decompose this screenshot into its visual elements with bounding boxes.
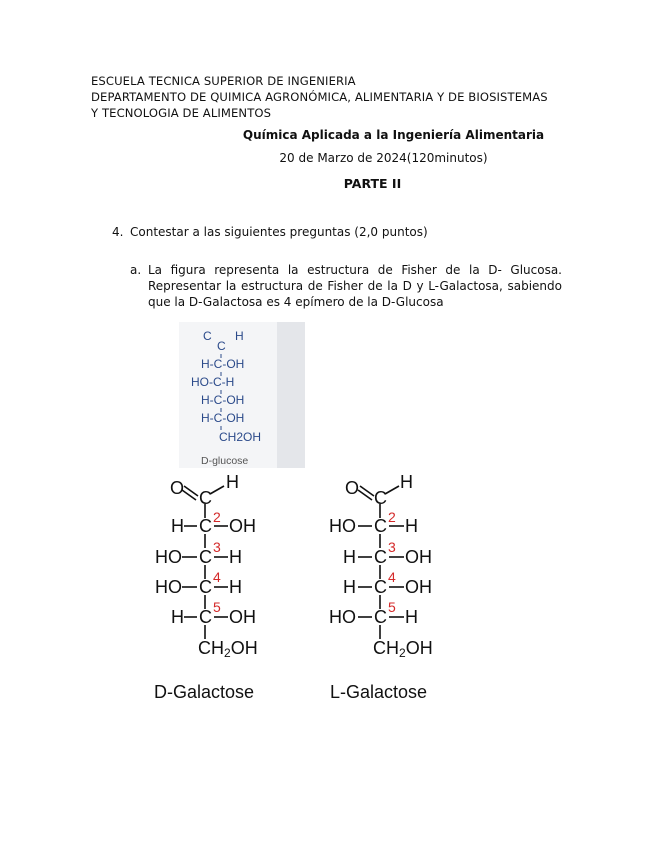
glucose-fischer-drawing bbox=[149, 322, 305, 468]
l-c3-left: H bbox=[343, 547, 356, 567]
l-c2-right: H bbox=[405, 516, 418, 536]
d-c2-carbon: C bbox=[199, 516, 212, 536]
d-galactose-structure bbox=[148, 468, 308, 708]
d-c3-right: H bbox=[229, 547, 242, 567]
d-c5-carbon: C bbox=[199, 607, 212, 627]
d-aldehyde-h: H bbox=[226, 472, 239, 492]
d-num-2: 2 bbox=[213, 509, 221, 525]
l-c4-left: H bbox=[343, 577, 356, 597]
glucose-top-left: C bbox=[203, 329, 212, 343]
l-c4-right: OH bbox=[405, 577, 432, 597]
l-aldehyde-o: O bbox=[345, 478, 360, 498]
subquestion-text: La figura representa la estructura de Fisher de la D- Glucosa. Representar la estructura de Fisher de la D y L-Galactosa, sabiendo que la D-Galactosa es 4 epímero de la D-Glucosa bbox=[148, 263, 562, 309]
l-aldehyde-c: C bbox=[374, 488, 387, 508]
glucose-row1: H-C-OH bbox=[201, 357, 245, 371]
l-c2-carbon: C bbox=[374, 516, 387, 536]
l-galactose-name: L-Galactose bbox=[330, 682, 428, 702]
l-num-4: 4 bbox=[388, 569, 396, 585]
d-c5-right: OH bbox=[229, 607, 256, 627]
glucose-top-carbon: C bbox=[217, 339, 226, 353]
l-c5-left: HO bbox=[329, 607, 356, 627]
l-c4-carbon: C bbox=[374, 577, 387, 597]
department-name: DEPARTAMENTO DE QUIMICA AGRONÓMICA, ALIMENTARIA Y DE BIOSISTEMAS bbox=[91, 90, 548, 104]
question-text: Contestar a las siguientes preguntas (2,0 puntos) bbox=[130, 225, 428, 239]
l-c3-right: OH bbox=[405, 547, 432, 567]
l-c5-right: H bbox=[405, 607, 418, 627]
glucose-bottom: CH2OH bbox=[219, 430, 262, 444]
d-c4-carbon: C bbox=[199, 577, 212, 597]
l-bottom-ch: CH2OH bbox=[373, 638, 433, 660]
subquestion-label: a. bbox=[130, 263, 142, 277]
glucose-caption: D-glucose bbox=[201, 455, 249, 467]
l-c5-carbon: C bbox=[374, 607, 387, 627]
glucose-row3: H-C-OH bbox=[201, 393, 245, 407]
course-title: Química Aplicada a la Ingeniería Alimentaria bbox=[242, 128, 545, 142]
l-c3-carbon: C bbox=[374, 547, 387, 567]
d-num-5: 5 bbox=[213, 599, 221, 615]
d-aldehyde-o: O bbox=[170, 478, 185, 498]
question-4a bbox=[130, 262, 562, 310]
school-name: ESCUELA TECNICA SUPERIOR DE INGENIERIA bbox=[91, 74, 356, 88]
d-c4-right: H bbox=[229, 577, 242, 597]
d-aldehyde-c: C bbox=[199, 488, 212, 508]
d-c5-left: H bbox=[171, 607, 184, 627]
glucose-row2: HO-C-H bbox=[191, 375, 235, 389]
d-c3-carbon: C bbox=[199, 547, 212, 567]
l-num-2: 2 bbox=[388, 509, 396, 525]
glucose-top-right: H bbox=[235, 329, 244, 343]
glucose-row4: H-C-OH bbox=[201, 411, 245, 425]
d-c2-right: OH bbox=[229, 516, 256, 536]
l-galactose-structure bbox=[322, 468, 482, 708]
d-galactose-name: D-Galactose bbox=[154, 682, 255, 702]
l-aldehyde-h: H bbox=[400, 472, 413, 492]
l-c2-left: HO bbox=[329, 516, 356, 536]
d-c4-left: HO bbox=[155, 577, 182, 597]
l-num-5: 5 bbox=[388, 599, 396, 615]
question-4 bbox=[112, 225, 428, 239]
d-num-3: 3 bbox=[213, 539, 221, 555]
d-bottom-ch: CH2OH bbox=[198, 638, 258, 660]
d-c3-left: HO bbox=[155, 547, 182, 567]
department-name-cont: Y TECNOLOGIA DE ALIMENTOS bbox=[91, 106, 272, 120]
question-number: 4. bbox=[112, 225, 124, 239]
part-heading: PARTE II bbox=[343, 176, 402, 191]
d-num-4: 4 bbox=[213, 569, 221, 585]
glucose-figure bbox=[149, 322, 305, 468]
d-c2-left: H bbox=[171, 516, 184, 536]
l-num-3: 3 bbox=[388, 539, 396, 555]
exam-date: 20 de Marzo de 2024(120minutos) bbox=[279, 151, 488, 165]
